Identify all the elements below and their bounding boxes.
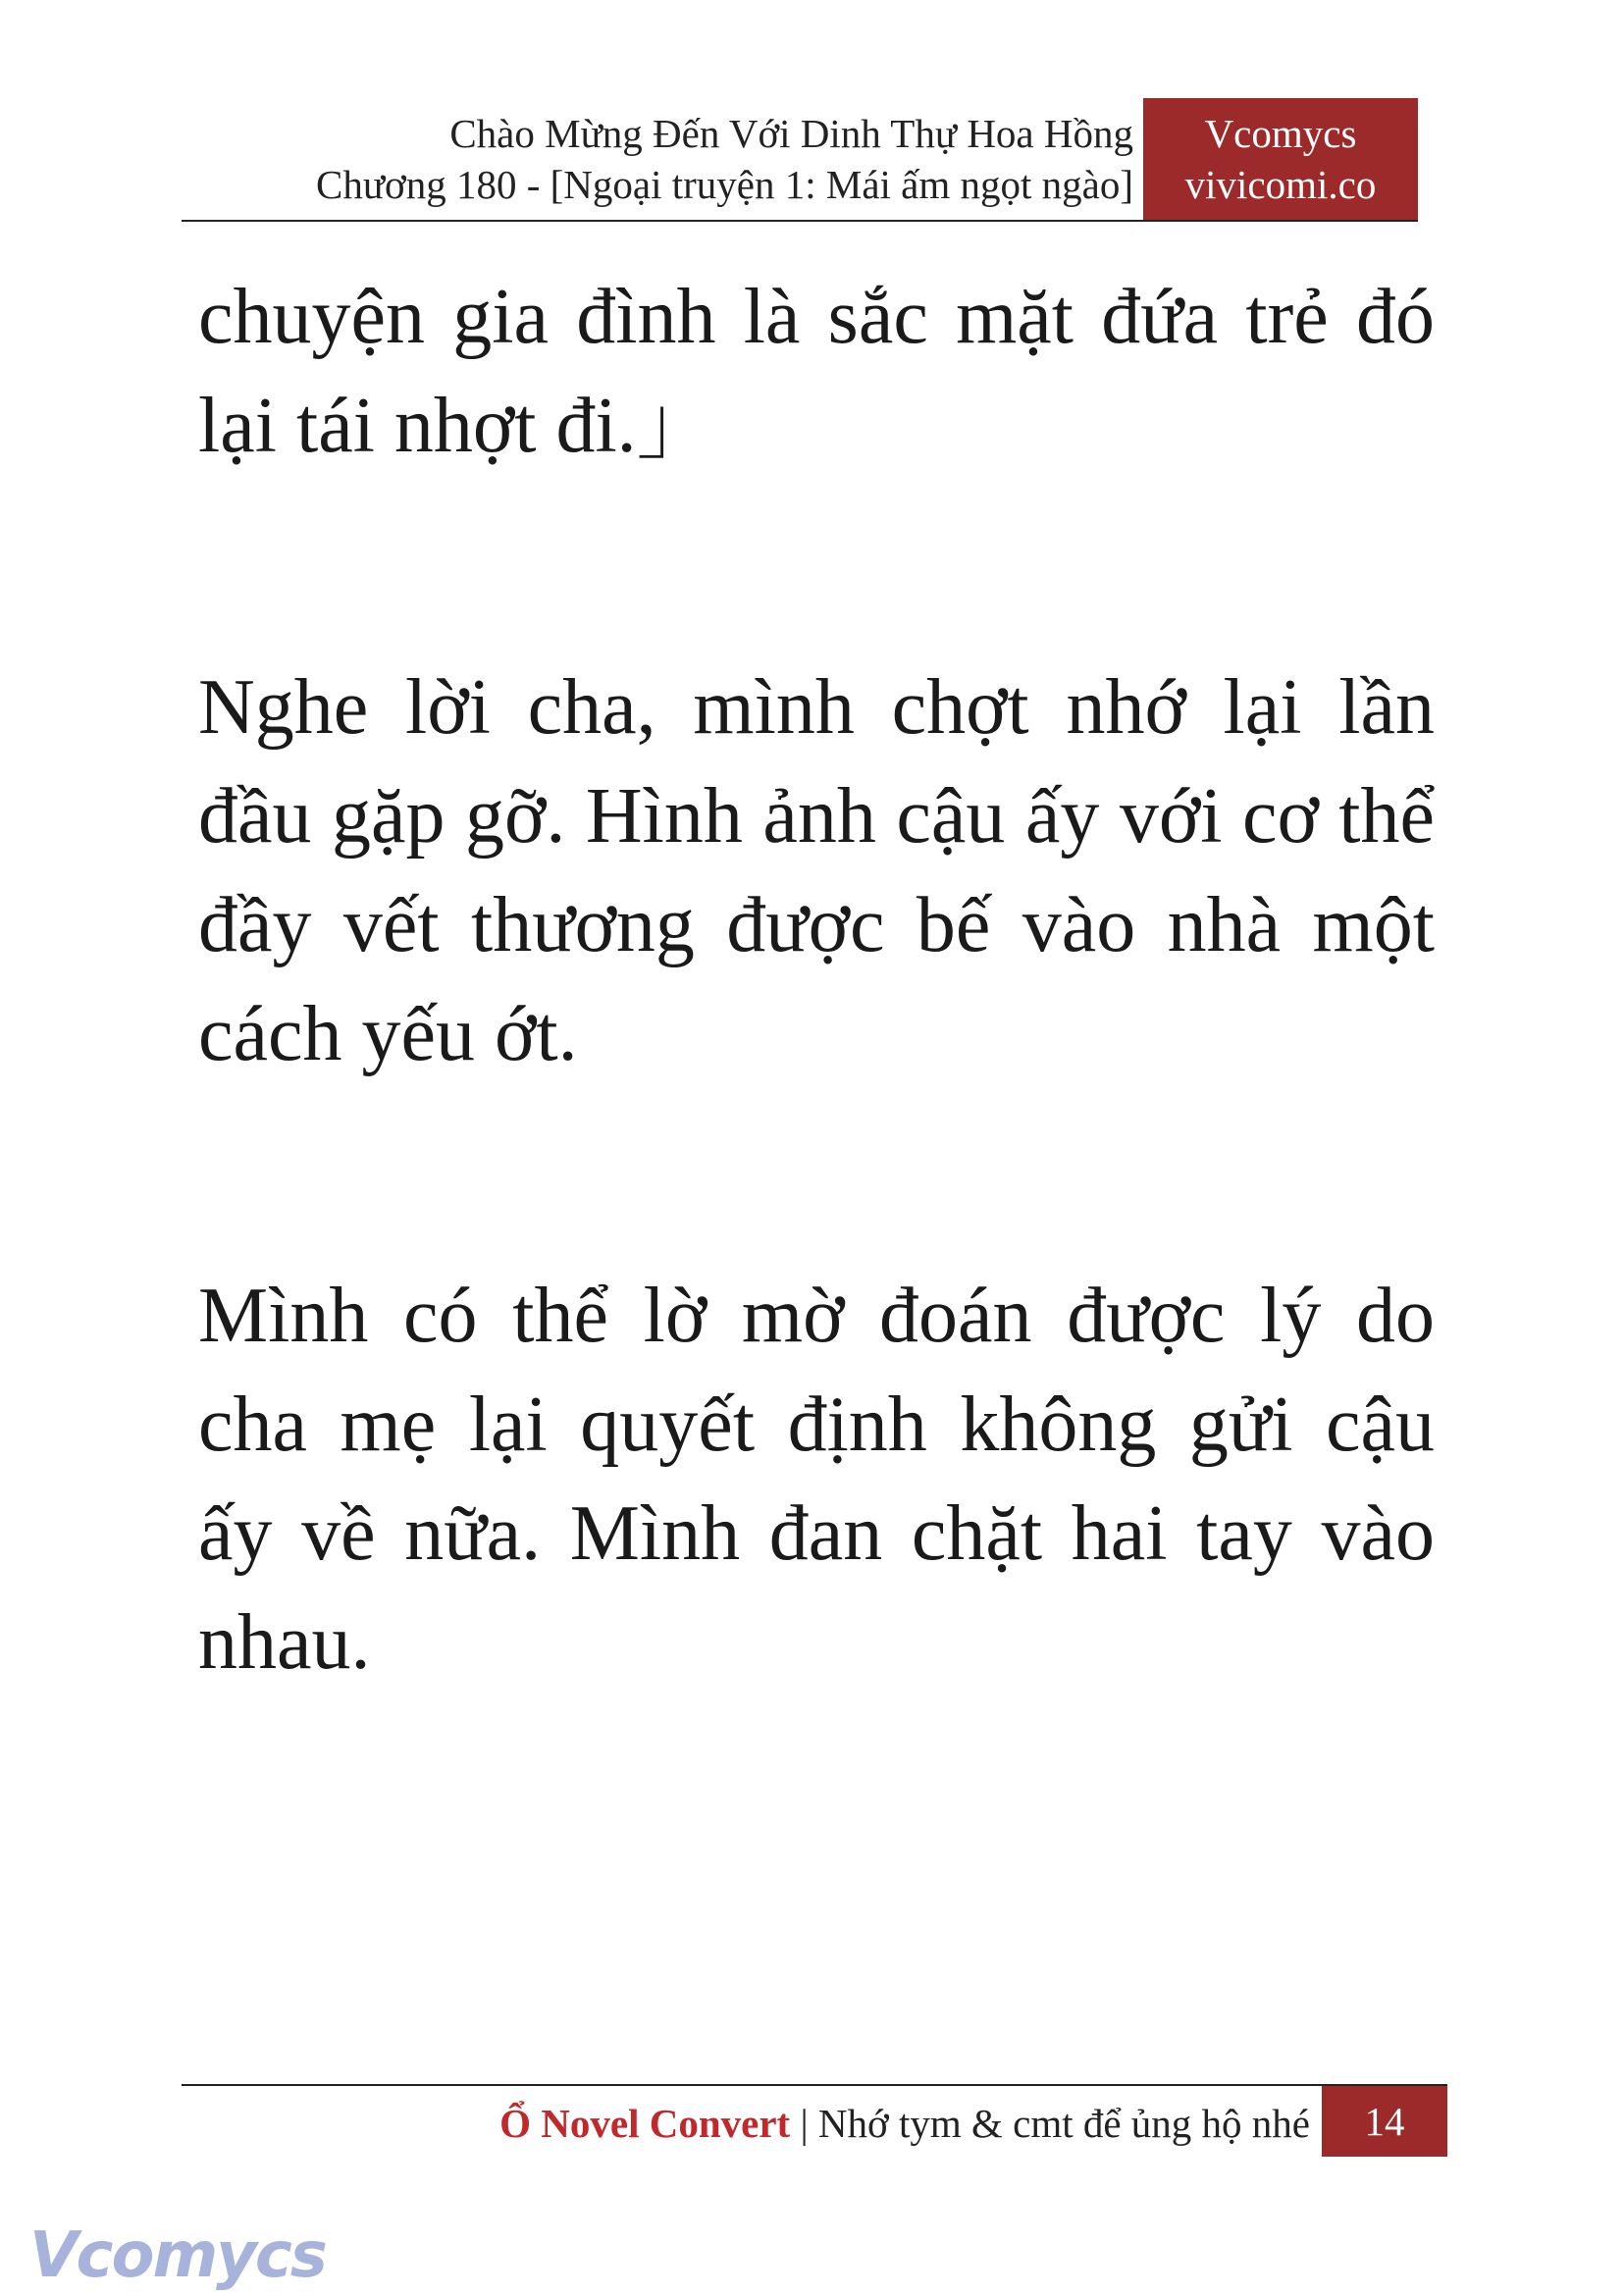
publisher-site: vivicomi.co bbox=[1184, 162, 1377, 207]
paragraph-1: chuyện gia đình là sắc mặt đứa trẻ đó lại tái nhợt đi.」 bbox=[198, 274, 1435, 469]
footer-brand: Ổ Novel Convert bbox=[499, 2101, 791, 2146]
chapter-body bbox=[198, 263, 1435, 1697]
header-titles bbox=[316, 108, 1133, 210]
publisher-name: Vcomycs bbox=[1204, 111, 1357, 156]
footer-message: Nhớ tym & cmt để ủng hộ nhé bbox=[817, 2101, 1310, 2146]
chapter-title: Chương 180 - [Ngoại truyện 1: Mái ấm ngọt ngào] bbox=[315, 162, 1133, 207]
page-number: 14 bbox=[1322, 2086, 1447, 2157]
watermark-logo: Vcomycs bbox=[29, 2219, 326, 2292]
page-footer bbox=[499, 2094, 1310, 2153]
header-divider bbox=[182, 220, 1418, 222]
publisher-badge bbox=[1143, 98, 1418, 220]
paragraph-2: Nghe lời cha, mình chợt nhớ lại lần đầu gặp gỡ. Hình ảnh cậu ấy với cơ thể đầy vết thương được bế vào nhà một cách yếu ớt. bbox=[198, 664, 1435, 1077]
footer-divider bbox=[182, 2084, 1447, 2086]
footer-separator: | bbox=[800, 2101, 809, 2146]
paragraph-3: Mình có thể lờ mờ đoán được lý do cha mẹ lại quyết định không gửi cậu ấy về nữa. Mình đan chặt hai tay vào nhau. bbox=[198, 1273, 1435, 1686]
page-header bbox=[182, 98, 1418, 220]
book-title: Chào Mừng Đến Với Dinh Thự Hoa Hồng bbox=[449, 111, 1133, 156]
